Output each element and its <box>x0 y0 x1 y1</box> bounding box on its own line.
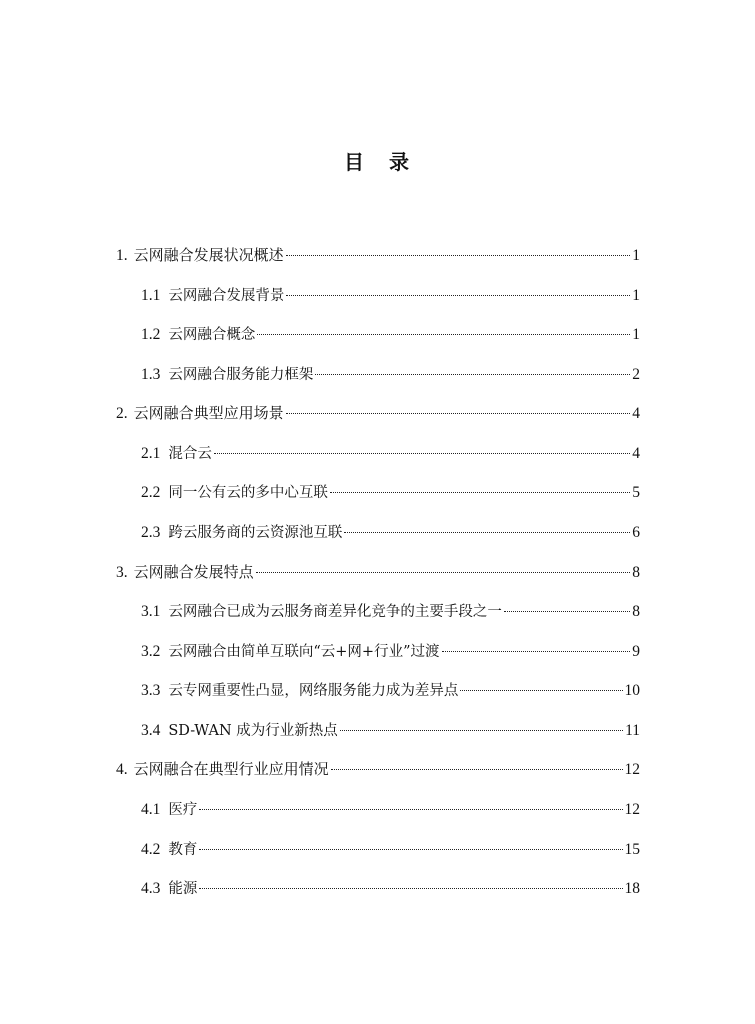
toc-page-number: 1 <box>632 247 640 264</box>
toc-page-number: 5 <box>632 484 640 501</box>
dot-leader <box>286 255 631 256</box>
toc-entry-2-1[interactable] <box>141 442 640 464</box>
toc-page-number: 11 <box>625 722 640 739</box>
toc-page-number: 18 <box>624 880 640 897</box>
dot-leader <box>199 809 622 810</box>
toc-page-number: 12 <box>624 761 640 778</box>
dot-leader <box>257 334 630 335</box>
toc-entry-2[interactable] <box>116 402 640 424</box>
toc-title: 云网融合概念 <box>168 327 256 343</box>
toc-page-number: 4 <box>632 445 640 462</box>
toc-title: 能源 <box>168 881 198 897</box>
toc-number: 4. <box>116 761 128 778</box>
toc-number: 1. <box>116 247 128 264</box>
toc-number: 2.3 <box>141 524 161 541</box>
dot-leader <box>340 730 623 731</box>
dot-leader <box>442 651 631 652</box>
toc-page-number: 4 <box>632 405 640 422</box>
toc-entry-1-3[interactable] <box>141 363 640 385</box>
toc-page-number: 12 <box>624 801 640 818</box>
toc-entry-4-2[interactable] <box>141 838 640 860</box>
toc-number: 3.1 <box>141 603 161 620</box>
toc-number: 3.2 <box>141 643 161 660</box>
toc-page-number: 8 <box>632 603 640 620</box>
toc-number: 4.3 <box>141 880 161 897</box>
toc-title: 教育 <box>168 842 198 858</box>
toc-page-number: 8 <box>632 564 640 581</box>
toc-entry-4-1[interactable] <box>141 798 640 820</box>
toc-title: 云网融合在典型行业应用情况 <box>133 760 329 778</box>
dot-leader <box>331 769 623 770</box>
dot-leader <box>256 572 631 573</box>
toc-title: 云专网重要性凸显，网络服务能力成为差异点 <box>168 683 459 699</box>
toc-title: 云网融合发展背景 <box>168 288 285 304</box>
toc-number: 4.2 <box>141 841 161 858</box>
dot-leader <box>199 888 622 889</box>
toc-number: 1.3 <box>141 366 161 383</box>
toc-entry-3-4[interactable] <box>141 719 640 741</box>
toc-page-number: 9 <box>632 643 640 660</box>
dot-leader <box>199 849 622 850</box>
toc-title: 云网融合发展状况概述 <box>133 246 284 264</box>
toc-number: 2. <box>116 405 128 422</box>
toc-title: 跨云服务商的云资源池互联 <box>168 525 343 541</box>
dot-leader <box>286 413 631 414</box>
dot-leader <box>214 453 630 454</box>
toc-title: 云网融合典型应用场景 <box>133 404 284 422</box>
dot-leader <box>460 690 622 691</box>
toc-title: 混合云 <box>168 446 212 462</box>
toc-entry-3-1[interactable] <box>141 600 640 622</box>
toc-entry-3[interactable] <box>116 561 640 583</box>
dot-leader <box>330 492 630 493</box>
toc-title: 云网融合已成为云服务商差异化竞争的主要手段之一 <box>168 604 502 620</box>
toc-title: 云网融合由简单互联向“云+网+行业”过渡 <box>168 644 440 660</box>
toc-number: 1.1 <box>141 287 161 304</box>
toc-title: 医疗 <box>168 802 198 818</box>
toc-entry-4-3[interactable] <box>141 877 640 899</box>
toc-number: 2.1 <box>141 445 161 462</box>
toc-number: 3.3 <box>141 682 161 699</box>
toc-number: 2.2 <box>141 484 161 501</box>
toc-title: 云网融合发展特点 <box>133 563 254 581</box>
toc-entry-3-2[interactable] <box>141 640 640 662</box>
toc-page-number: 15 <box>624 841 640 858</box>
toc-entry-1[interactable] <box>116 244 640 266</box>
dot-leader <box>315 374 630 375</box>
toc-number: 3.4 <box>141 722 161 739</box>
toc-entry-3-3[interactable] <box>141 679 640 701</box>
toc-page-number: 2 <box>632 366 640 383</box>
dot-leader <box>286 295 630 296</box>
toc-title: SD-WAN 成为行业新热点 <box>168 723 338 739</box>
toc-page-number: 6 <box>632 524 640 541</box>
toc-entry-4[interactable] <box>116 758 640 780</box>
toc-entry-2-2[interactable] <box>141 481 640 503</box>
toc-title: 云网融合服务能力框架 <box>168 367 314 383</box>
toc-page-number: 10 <box>624 682 640 699</box>
toc-number: 4.1 <box>141 801 161 818</box>
toc-title: 同一公有云的多中心互联 <box>168 485 328 501</box>
dot-leader <box>344 532 630 533</box>
toc-entry-1-2[interactable] <box>141 323 640 345</box>
toc-entry-2-3[interactable] <box>141 521 640 543</box>
toc-number: 1.2 <box>141 326 161 343</box>
dot-leader <box>504 611 630 612</box>
toc-page-number: 1 <box>632 287 640 304</box>
page-title: 目 录 <box>344 150 411 174</box>
toc-number: 3. <box>116 564 128 581</box>
toc-entry-1-1[interactable] <box>141 284 640 306</box>
toc-page-number: 1 <box>632 326 640 343</box>
